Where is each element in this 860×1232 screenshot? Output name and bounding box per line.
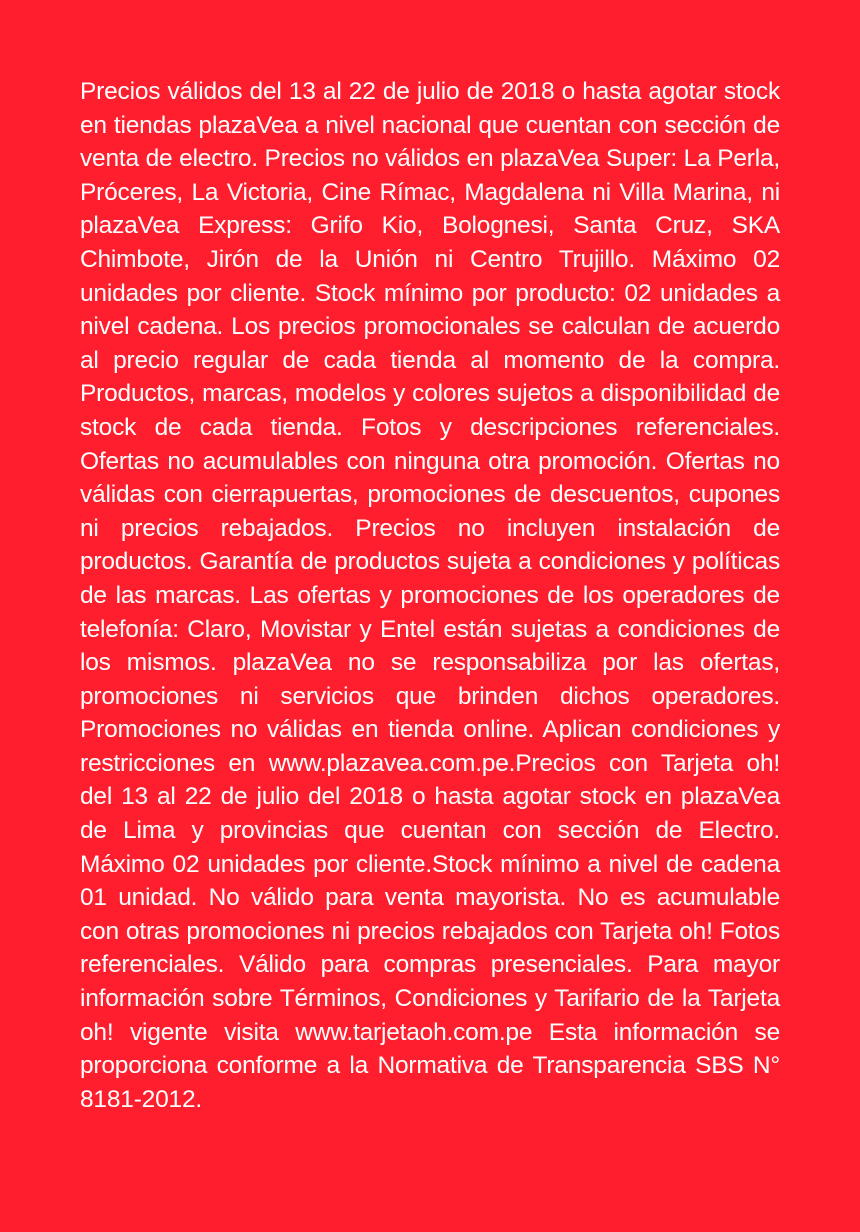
terms-and-conditions-text: Precios válidos del 13 al 22 de julio de 2018 o hasta agotar stock en tiendas plazaVea a nivel nacional que cuentan con sección de venta de electro. Precios no válidos en plazaVea Super: La Perla, Próceres, La Victoria, Cine Rímac, Magdalena ni Villa Marina, ni plazaVea Express: Grifo Kio, Bolognesi, Santa Cruz, SKA Chimbote, Jirón de la Unión ni Centro Trujillo. Máximo 02 unidades por cliente. Stock mínimo por producto: 02 unidades a nivel cadena. Los precios promocionales se calculan de acuerdo al precio regular de cada tienda al momento de la compra. Productos, marcas, modelos y colores sujetos a disponibilidad de stock de cada tienda. Fotos y descripciones referenciales. Ofertas no acumulables con ninguna otra promoción. Ofertas no válidas con cierrapuertas, promociones de descuentos, cupones ni precios rebajados. Precios no incluyen instalación de productos. Garantía de productos sujeta a condiciones y políticas de las marcas. Las ofertas y promociones de los operadores de telefonía: Claro, Movistar y Entel están sujetas a condiciones de los mismos. plazaVea no se responsabiliza por las ofertas, promociones ni servicios que brinden dichos operadores. Promociones no válidas en tienda online. Aplican condiciones y restricciones en www.plazavea.com.pe.Precios con Tarjeta oh! del 13 al 22 de julio del 2018 o hasta agotar stock en plazaVea de Lima y provincias que cuentan con sección de Electro. Máximo 02 unidades por cliente.Stock mínimo a nivel de cadena 01 unidad. No válido para venta mayorista. No es acumulable con otras promociones ni precios rebajados con Tarjeta oh! Fotos referenciales. Válido para compras presenciales. Para mayor información sobre Términos, Condiciones y Tarifario de la Tarjeta oh! vigente visita www.tarjetaoh.com.pe Esta información se proporciona conforme a la Normativa de Transparencia SBS N° 8181-2012. xyxy=(80,78,780,1113)
